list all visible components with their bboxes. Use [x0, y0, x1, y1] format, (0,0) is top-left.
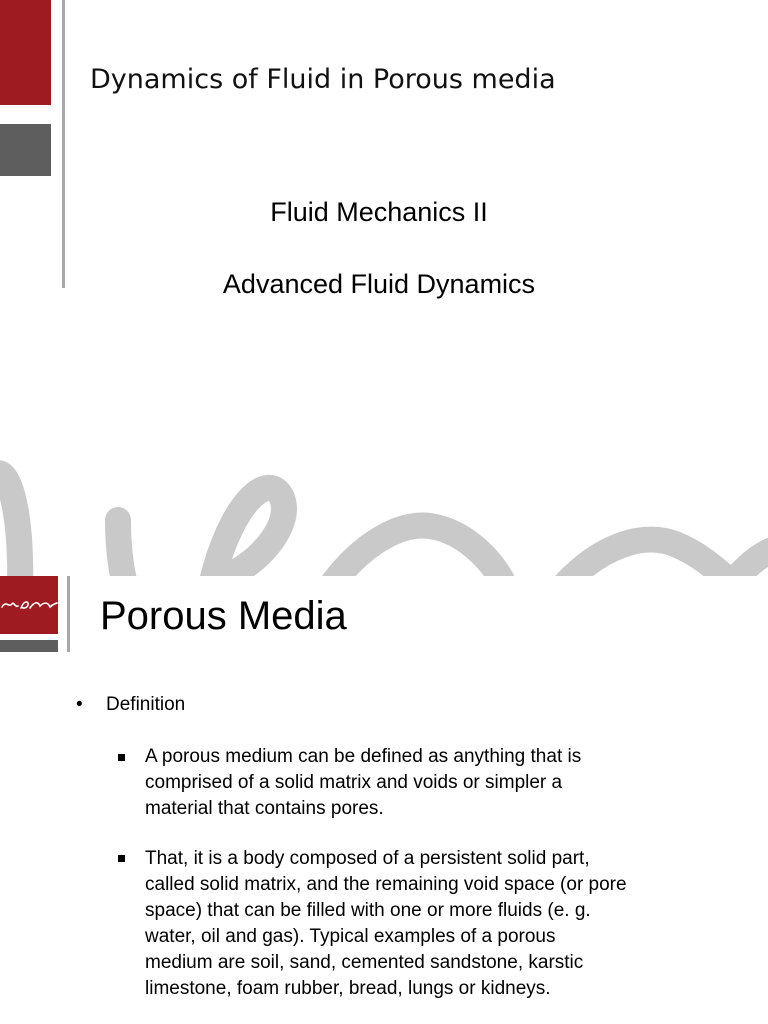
content-slide	[0, 576, 768, 1024]
paragraph-line: limestone, foam rubber, bread, lungs or kidneys.	[145, 978, 551, 999]
course-subtitle: Advanced Fluid Dynamics	[222, 269, 536, 299]
bullet-definition: Definition	[106, 694, 186, 715]
paragraph-line: That, it is a body composed of a persistent solid part,	[145, 848, 590, 869]
definition-paragraph-2	[145, 846, 745, 1002]
definition-paragraph-1	[145, 744, 745, 822]
paragraph-line: A porous medium can be defined as anything that is	[145, 746, 582, 767]
paragraph-line: space) that can be filled with one or more fluids (e. g.	[145, 900, 591, 921]
brand-red-block	[0, 0, 51, 105]
paragraph-line: called solid matrix, and the remaining void space (or pore	[145, 874, 627, 895]
vertical-rule	[62, 0, 65, 288]
bullet-icon: •	[76, 694, 83, 715]
paragraph-line: comprised of a solid matrix and voids or simpler a	[145, 772, 563, 793]
course-name: Fluid Mechanics II	[270, 197, 488, 227]
paragraph-line: material that contains pores.	[145, 798, 384, 819]
slide-title: Porous Media	[100, 594, 347, 638]
script-logo-watermark	[0, 440, 768, 576]
paragraph-line: medium are soil, sand, cemented sandstone, karstic	[145, 952, 584, 973]
paragraph-line: water, oil and gas). Typical examples of a porous	[145, 926, 556, 947]
square-bullet-icon	[118, 754, 125, 761]
brand-gray-block	[0, 640, 58, 652]
slide-title: Dynamics of Fluid in Porous media	[90, 64, 556, 95]
square-bullet-icon	[118, 855, 125, 862]
vertical-rule	[67, 576, 70, 652]
brand-gray-block	[0, 124, 51, 176]
brand-logo	[0, 576, 58, 634]
